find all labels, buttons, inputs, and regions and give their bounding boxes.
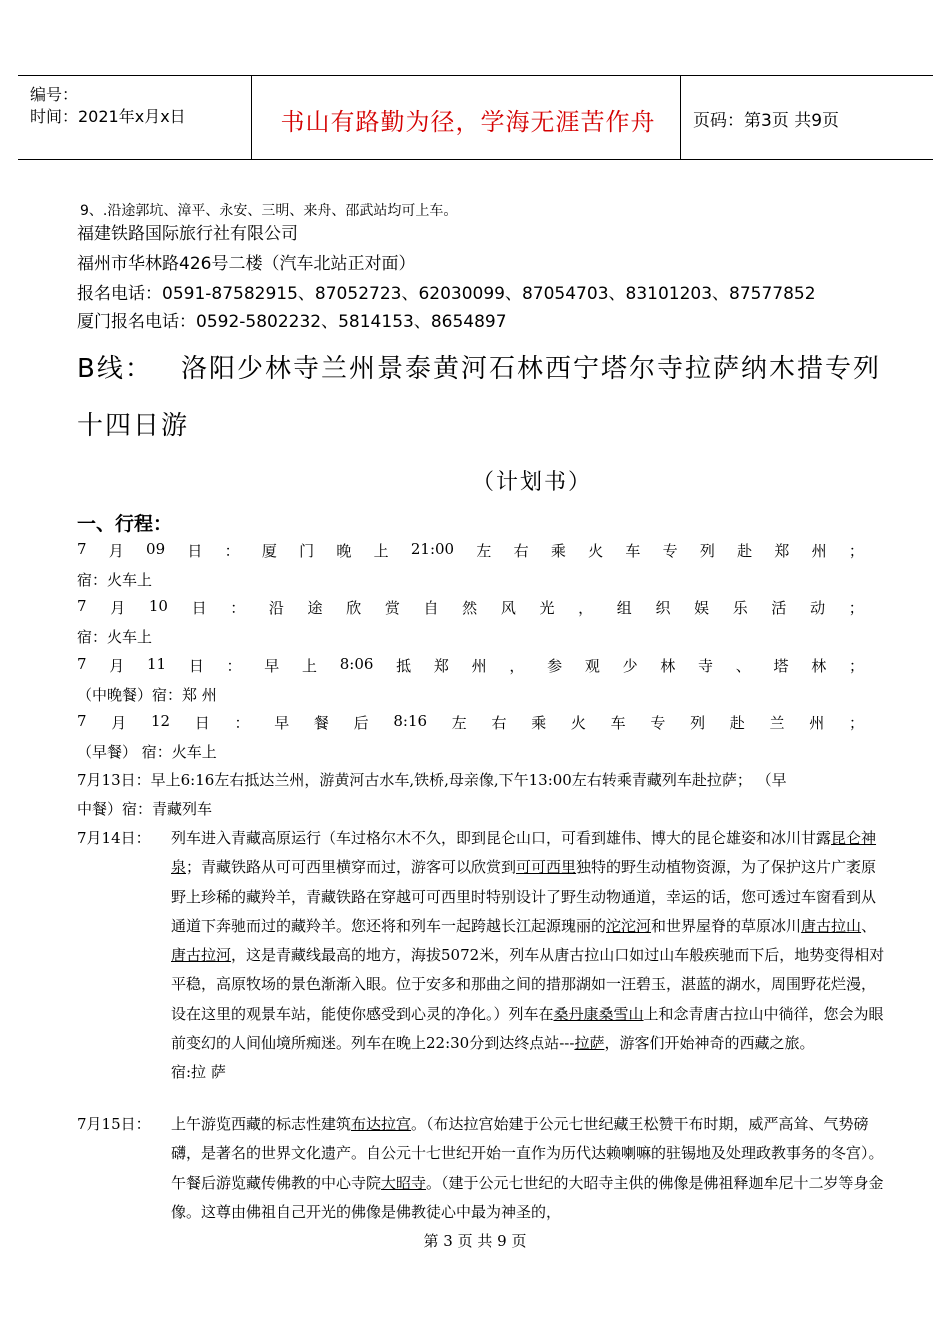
itinerary-token: ： bbox=[234, 714, 250, 732]
company-name: 福建铁路国际旅行社有限公司 bbox=[77, 224, 298, 244]
itinerary-token: 光 bbox=[539, 599, 555, 617]
place-link[interactable]: 可可西里 bbox=[516, 858, 577, 877]
itinerary-token: ； bbox=[848, 657, 864, 675]
itinerary-token: 列 bbox=[699, 542, 715, 560]
itinerary-token: 上 bbox=[373, 542, 389, 560]
itinerary-token: 郑 bbox=[774, 542, 790, 560]
itinerary-token: 兰 bbox=[769, 714, 785, 732]
itinerary-day-stay: （中晚餐）宿：郑 州 bbox=[77, 686, 217, 704]
itinerary-token: 乘 bbox=[550, 542, 566, 560]
route-duration: 十四日游 bbox=[77, 411, 190, 441]
itinerary-token: 林 bbox=[811, 657, 827, 675]
header-divider bbox=[680, 76, 681, 159]
itinerary-token: 林 bbox=[660, 657, 676, 675]
xiamen-booking-phone: 厦门报名电话：0592-5802232、5814153、8654897 bbox=[77, 312, 507, 332]
boarding-note: 9、.沿途郭坑、漳平、永安、三明、来舟、邵武站均可上车。 bbox=[80, 203, 458, 219]
day-14-text: 上和念青唐古拉山中徜徉，您会为眼前变幻的人间仙境所痴迷。列车在晚上22:30分到达终点站--- bbox=[171, 1004, 884, 1053]
header-page-number: 页码：第3页 共9页 bbox=[693, 111, 840, 131]
place-link[interactable]: 拉萨 bbox=[574, 1034, 605, 1053]
itinerary-token: 州 bbox=[811, 542, 827, 560]
day-14-text: 独特的野生动植物资源，为了保护这片广袤原野上珍稀的藏羚羊，青藏铁路在穿越可可西里时特别设计了野生动物通道，幸运的话，您可透过车窗看到从通道下奔驰而过的藏羚羊。您还将和列车一起跨越长江起源瑰丽的 bbox=[171, 858, 877, 935]
itinerary-token: 月 bbox=[108, 542, 124, 560]
day-14-entry bbox=[77, 824, 887, 1088]
itinerary-token: 日 bbox=[188, 657, 204, 675]
itinerary-token: 09 bbox=[146, 540, 166, 558]
itinerary-token: 晚 bbox=[336, 542, 352, 560]
itinerary-token: 郑 bbox=[433, 657, 449, 675]
itinerary-token: ： bbox=[224, 542, 240, 560]
itinerary-token: 动 bbox=[810, 599, 826, 617]
day-15-entry bbox=[77, 1110, 887, 1227]
itinerary-token: 火 bbox=[570, 714, 586, 732]
place-link[interactable]: 沱沱河 bbox=[606, 916, 652, 935]
day-14-text: 和世界屋脊的草原冰川 bbox=[651, 916, 802, 935]
itinerary-token: 专 bbox=[662, 542, 678, 560]
itinerary-token: 月 bbox=[109, 657, 125, 675]
itinerary-token: 乘 bbox=[531, 714, 547, 732]
itinerary-token: 21:00 bbox=[410, 540, 455, 558]
itinerary-token: 然 bbox=[462, 599, 478, 617]
itinerary-token: 8:06 bbox=[339, 655, 374, 673]
itinerary-token: 列 bbox=[690, 714, 706, 732]
itinerary-token: 织 bbox=[655, 599, 671, 617]
itinerary-token: 上 bbox=[302, 657, 318, 675]
day-14-text: ；青藏铁路从可可西里横穿而过，游客可以欣赏到 bbox=[186, 858, 517, 877]
itinerary-token: 后 bbox=[353, 714, 369, 732]
day-15-text: 。（布达拉宫始建于公元七世纪藏王松赞干布时期，威严高耸、气势磅礴，是著名的世界文化遗产。自公元十七世纪开始一直作为历代达赖喇嘛的驻锡地及处理政教事务的冬宫）。午餐后游览藏传佛教的中心寺院 bbox=[171, 1115, 884, 1192]
day-14-text: 、 bbox=[861, 916, 877, 935]
itinerary-day-line bbox=[77, 655, 864, 676]
itinerary-token: 7 bbox=[77, 655, 87, 673]
document-header bbox=[18, 75, 933, 160]
itinerary-token: 途 bbox=[307, 599, 323, 617]
place-link[interactable]: 唐古拉河 bbox=[171, 946, 232, 965]
itinerary-day-stay: 宿：火车上 bbox=[77, 571, 153, 589]
day-14-text: ，游客们开始神奇的西藏之旅。 bbox=[604, 1034, 815, 1053]
day-15-text: 上午游览西藏的标志性建筑 bbox=[171, 1115, 352, 1133]
route-label: B线： bbox=[77, 354, 153, 384]
itinerary-token: 日 bbox=[187, 542, 203, 560]
itinerary-token: 左 bbox=[476, 542, 492, 560]
itinerary-token: 活 bbox=[771, 599, 787, 617]
itinerary-token: 乐 bbox=[732, 599, 748, 617]
itinerary-token: 赴 bbox=[737, 542, 753, 560]
itinerary-token: 沿 bbox=[268, 599, 284, 617]
day-13-line: 7月13日：早上6:16左右抵达兰州，游黄河古水车,铁桥,母亲像,下午13:00左右转乘青藏列车赴拉萨； （早 bbox=[77, 771, 787, 789]
itinerary-token: 自 bbox=[423, 599, 439, 617]
itinerary-token: 日 bbox=[194, 714, 210, 732]
itinerary-token: 日 bbox=[191, 599, 207, 617]
place-link[interactable]: 布达拉宫 bbox=[351, 1115, 412, 1133]
itinerary-token: 月 bbox=[111, 714, 127, 732]
itinerary-token: 州 bbox=[471, 657, 487, 675]
itinerary-token: 月 bbox=[110, 599, 126, 617]
itinerary-token: 7 bbox=[77, 540, 87, 558]
itinerary-token: 8:16 bbox=[393, 712, 428, 730]
itinerary-section-title: 一、行程： bbox=[77, 513, 173, 535]
route-name: 洛阳少林寺兰州景泰黄河石林西宁塔尔寺拉萨纳木措专列 bbox=[181, 354, 882, 384]
itinerary-token: 左 bbox=[451, 714, 467, 732]
itinerary-token: 12 bbox=[150, 712, 171, 730]
itinerary-token: 门 bbox=[299, 542, 315, 560]
itinerary-day-stay: 宿：火车上 bbox=[77, 628, 153, 646]
day-15-body bbox=[171, 1110, 887, 1227]
itinerary-day-line bbox=[77, 597, 864, 618]
itinerary-token: 10 bbox=[148, 597, 168, 615]
itinerary-token: 右 bbox=[491, 714, 507, 732]
itinerary-token: 火 bbox=[588, 542, 604, 560]
itinerary-token: 专 bbox=[650, 714, 666, 732]
day-14-body bbox=[171, 824, 887, 1088]
itinerary-token: ， bbox=[509, 657, 525, 675]
place-link[interactable]: 昆仑神泉 bbox=[171, 829, 877, 877]
date-label: 时间：2021年x月x日 bbox=[30, 107, 186, 126]
itinerary-token: 车 bbox=[610, 714, 626, 732]
itinerary-token: 观 bbox=[584, 657, 600, 675]
itinerary-token: 右 bbox=[513, 542, 529, 560]
day-14-text: ，这是青藏线最高的地方，海拔5072米，列车从唐古拉山口如过山车般疾驰而下后，地势变得相对平稳，高原牧场的景色渐渐入眼。位于安多和那曲之间的措那湖如一汪碧玉，湛蓝的湖水，周围野花烂漫，设在这里的观景车站，能使你感受到心灵的净化。）列车在 bbox=[171, 946, 885, 1023]
itinerary-token: 7 bbox=[77, 712, 87, 730]
itinerary-token: 赏 bbox=[384, 599, 400, 617]
itinerary-token: 早 bbox=[264, 657, 280, 675]
header-meta bbox=[30, 84, 186, 128]
header-motto: 书山有路勤为径，学海无涯苦作舟 bbox=[280, 108, 656, 136]
header-divider bbox=[251, 76, 252, 159]
plan-title: （计划书） bbox=[472, 470, 593, 495]
day-15-text: 。（建于公元七世纪的大昭寺主供的佛像是佛祖释迦牟尼十二岁等身金像。这尊由佛祖自己开光的佛像是佛教徒心中最为神圣的， bbox=[171, 1173, 884, 1221]
itinerary-token: 风 bbox=[500, 599, 516, 617]
day-14-stay: 宿:拉 萨 bbox=[171, 1063, 226, 1082]
itinerary-token: 组 bbox=[616, 599, 632, 617]
itinerary-token: 餐 bbox=[313, 714, 329, 732]
itinerary-token: 赴 bbox=[729, 714, 745, 732]
itinerary-token: ； bbox=[848, 542, 864, 560]
itinerary-token: 抵 bbox=[396, 657, 412, 675]
itinerary-day-line bbox=[77, 712, 864, 733]
itinerary-token: 厦 bbox=[261, 542, 277, 560]
itinerary-token: 塔 bbox=[773, 657, 789, 675]
itinerary-token: 11 bbox=[147, 655, 167, 673]
day-14-text: 列车进入青藏高原运行（车过格尔木不久，即到昆仑山口，可看到雄伟、博大的昆仑雄姿和冰川甘露 bbox=[171, 829, 832, 847]
code-label: 编号： bbox=[30, 85, 79, 104]
itinerary-token: 7 bbox=[77, 597, 87, 615]
place-link[interactable]: 唐古拉山 bbox=[801, 916, 862, 935]
itinerary-token: 州 bbox=[809, 714, 825, 732]
place-link[interactable]: 大昭寺 bbox=[381, 1173, 427, 1192]
itinerary-token: ； bbox=[848, 599, 864, 617]
company-address: 福州市华林路426号二楼（汽车北站正对面） bbox=[77, 254, 416, 274]
place-link[interactable]: 桑丹康桑雪山 bbox=[553, 1004, 644, 1023]
itinerary-day-line bbox=[77, 540, 864, 561]
itinerary-token: 、 bbox=[735, 657, 751, 675]
itinerary-token: 寺 bbox=[698, 657, 714, 675]
itinerary-token: ， bbox=[578, 599, 594, 617]
booking-phone: 报名电话：0591-87582915、87052723、62030099、87054703、83101203、87577852 bbox=[77, 284, 816, 304]
itinerary-day-stay: （早餐） 宿：火车上 bbox=[77, 743, 217, 761]
itinerary-token: 娱 bbox=[694, 599, 710, 617]
itinerary-token: 少 bbox=[622, 657, 638, 675]
page-footer: 第 3 页 共 9 页 bbox=[423, 1232, 527, 1250]
day-14-label: 7月14日： bbox=[77, 829, 151, 847]
day-13-meals: 中餐）宿：青藏列车 bbox=[77, 800, 213, 818]
day-15-label: 7月15日： bbox=[77, 1115, 151, 1133]
itinerary-token: 参 bbox=[547, 657, 563, 675]
itinerary-token: 欣 bbox=[346, 599, 362, 617]
itinerary-token: 早 bbox=[274, 714, 290, 732]
itinerary-token: ： bbox=[230, 599, 246, 617]
itinerary-token: 车 bbox=[625, 542, 641, 560]
itinerary-token: ： bbox=[226, 657, 242, 675]
itinerary-token: ； bbox=[848, 714, 864, 732]
